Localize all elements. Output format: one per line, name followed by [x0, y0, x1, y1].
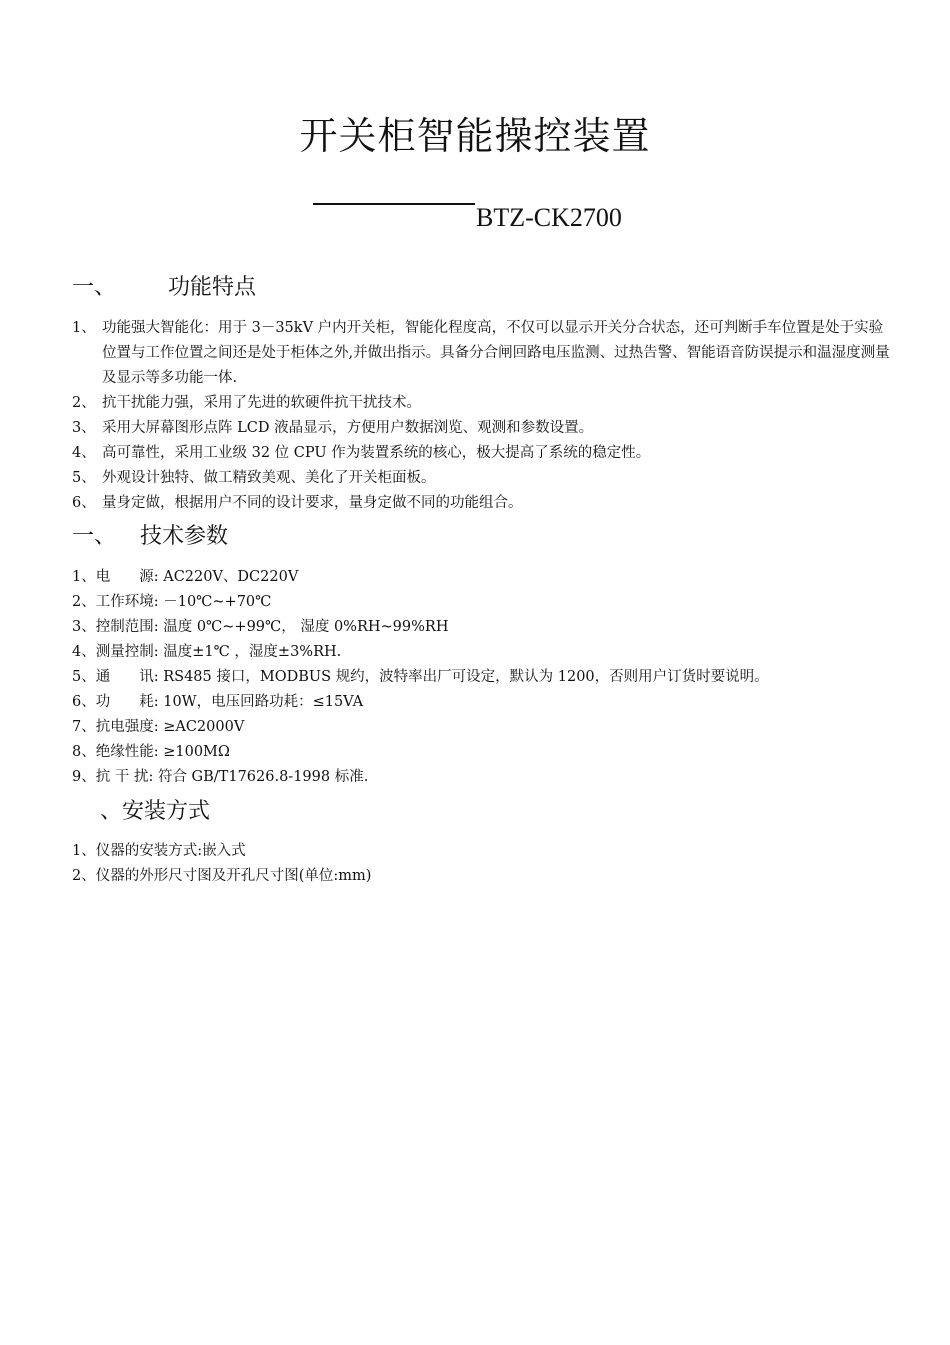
list-item: 4、测量控制: 温度±1℃ ，湿度±3%RH.	[72, 644, 342, 660]
model-number: BTZ-CK2700	[476, 203, 622, 232]
list-text: 外观设计独特、做工精致美观、美化了开关柜面板。	[102, 470, 436, 486]
title-underline	[313, 203, 475, 205]
list-index: 3、	[72, 420, 96, 436]
list-item: 3、控制范围: 温度 0℃~+99℃， 湿度 0%RH~99%RH	[72, 619, 449, 635]
list-item	[72, 391, 892, 416]
list-text: 采用大屏幕图形点阵 LCD 液晶显示，方便用户数据浏览、观测和参数设置。	[102, 420, 594, 436]
section-number: 一、	[72, 275, 117, 300]
list-index: 2、	[72, 395, 96, 411]
section-label: 功能特点	[168, 275, 257, 300]
list-text: 高可靠性，采用工业级 32 位 CPU 作为装置系统的核心，极大提高了系统的稳定性。	[102, 445, 651, 461]
features-list	[72, 316, 892, 516]
list-item: 9、抗 干 扰: 符合 GB/T17626.8-1998 标准.	[72, 769, 369, 785]
list-item: 5、通 讯: RS485 接口，MODBUS 规约，波特率出厂可设定，默认为 1200，否则用户订货时要说明。	[72, 669, 769, 685]
list-item	[72, 416, 892, 441]
list-item: 2、工作环境: －10℃~+70℃	[72, 594, 272, 610]
list-text: 抗干扰能力强，采用了先进的软硬件抗干扰技术。	[102, 395, 421, 411]
installation-list	[72, 839, 892, 889]
section-label: 安装方式	[122, 799, 211, 824]
section-heading-features	[72, 270, 256, 301]
section-label: 技术参数	[140, 524, 229, 549]
list-text: 量身定做，根据用户不同的设计要求，量身定做不同的功能组合。	[102, 495, 523, 511]
section-number: 一、	[72, 524, 117, 549]
list-item: 1、电 源: AC220V、DC220V	[72, 569, 299, 585]
list-item: 7、抗电强度: ≥AC2000V	[72, 719, 245, 735]
document-title: 开关柜智能操控装置	[299, 114, 651, 158]
list-index: 5、	[72, 470, 96, 486]
section-heading-specs	[72, 519, 228, 550]
list-item	[72, 466, 892, 491]
section-number: 、	[100, 799, 123, 824]
specs-list	[72, 565, 892, 790]
list-item	[72, 491, 892, 516]
list-index: 4、	[72, 445, 96, 461]
list-index: 6、	[72, 495, 96, 511]
list-item: 8、绝缘性能: ≥100MΩ	[72, 744, 230, 760]
list-item: 2、仪器的外形尺寸图及开孔尺寸图(单位:mm)	[72, 868, 372, 884]
list-index: 1、	[72, 320, 96, 336]
list-item	[72, 316, 892, 391]
section-heading-installation	[100, 794, 210, 825]
list-item	[72, 441, 892, 466]
list-text: 功能强大智能化：用于 3－35kV 户内开关柜，智能化程度高，不仅可以显示开关分合状态，还可判断手车位置是处于实验位置与工作位置之间还是处于柜体之外,并做出指示。具备分合闸回路电压监测、过热告警、智能语音防误提示和温湿度测量及显示等多功能一体.	[102, 320, 890, 386]
list-item: 6、功 耗: 10W，电压回路功耗：≤15VA	[72, 694, 364, 710]
list-item: 1、仪器的安装方式:嵌入式	[72, 843, 246, 859]
